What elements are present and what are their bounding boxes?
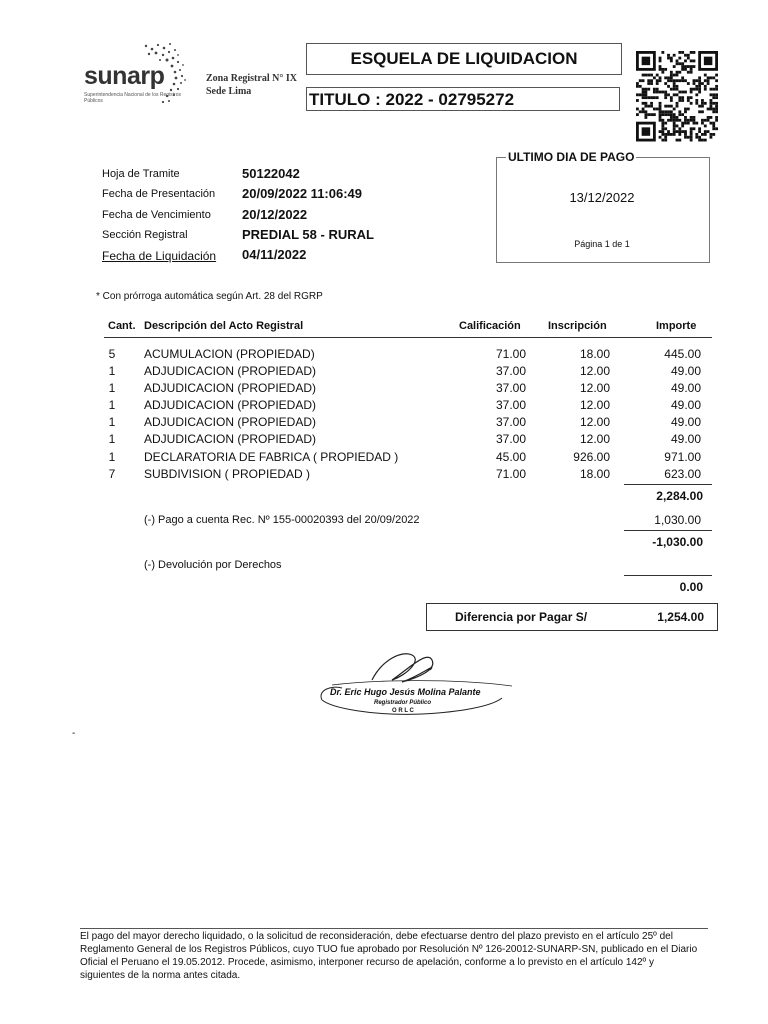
row-cant: 1 [108, 398, 116, 412]
devolucion-divider [624, 575, 712, 576]
logo-subtitle: Superintendencia Nacional de los Registros Públicos [84, 92, 182, 104]
row-calificacion: 37.00 [495, 364, 526, 378]
row-calificacion: 37.00 [495, 381, 526, 395]
pago-cuenta-value: 1,030.00 [654, 513, 701, 527]
pago-cuenta-label: (-) Pago a cuenta Rec. Nº 155-00020393 del 20/09/2022 [144, 514, 420, 526]
row-importe: 49.00 [670, 398, 701, 412]
info-label-vencimiento: Fecha de Vencimiento [102, 209, 211, 221]
devolucion-label: (-) Devolución por Derechos [144, 559, 282, 571]
row-inscripcion: 18.00 [579, 347, 610, 361]
zona-line-1: Zona Registral N° IX [206, 73, 297, 84]
row-importe: 49.00 [670, 415, 701, 429]
subtotal-divider [624, 484, 712, 485]
row-inscripcion: 12.00 [579, 398, 610, 412]
col-header-descripcion: Descripción del Acto Registral [144, 320, 304, 332]
row-descripcion: ADJUDICACION (PROPIEDAD) [144, 364, 317, 378]
row-cant: 1 [108, 432, 116, 446]
row-inscripcion: 12.00 [579, 364, 610, 378]
stray-mark: - [72, 728, 76, 739]
payment-deadline-date: 13/12/2022 [569, 190, 635, 205]
info-label-presentacion: Fecha de Presentación [102, 188, 216, 200]
row-inscripcion: 12.00 [579, 432, 610, 446]
zona-registral [206, 72, 297, 98]
row-calificacion: 37.00 [495, 398, 526, 412]
row-importe: 971.00 [664, 450, 701, 464]
col-header-cant: Cant. [108, 320, 136, 332]
row-cant: 1 [108, 415, 116, 429]
signature-name: Dr. Eric Hugo Jesús Molina Palante [330, 687, 481, 697]
col-header-importe: Importe [656, 320, 697, 332]
subtotal-value: 2,284.00 [656, 489, 703, 503]
row-calificacion: 37.00 [495, 432, 526, 446]
footer-divider [80, 928, 708, 929]
row-calificacion: 71.00 [495, 467, 526, 481]
col-header-calificacion: Calificación [459, 320, 521, 332]
row-cant: 1 [108, 381, 116, 395]
row-inscripcion: 12.00 [579, 415, 610, 429]
qr-code-icon [636, 51, 718, 143]
info-label-liquidacion: Fecha de Liquidación [102, 249, 217, 263]
row-importe: 623.00 [664, 467, 701, 481]
row-inscripcion: 18.00 [579, 467, 610, 481]
diferencia-label: Diferencia por Pagar S/ [455, 610, 588, 624]
info-value-vencimiento: 20/12/2022 [242, 207, 308, 222]
row-calificacion: 37.00 [495, 415, 526, 429]
row-descripcion: ADJUDICACION (PROPIEDAD) [144, 432, 317, 446]
diferencia-box [426, 603, 718, 631]
pago-divider [624, 530, 712, 531]
info-value-presentacion: 20/09/2022 11:06:49 [242, 186, 362, 201]
logo-wordmark: sunarp [84, 62, 165, 90]
zona-line-2: Sede Lima [206, 86, 252, 97]
info-value-seccion: PREDIAL 58 - RURAL [242, 227, 374, 242]
prorroga-note: * Con prórroga automática según Art. 28 del RGRP [96, 291, 323, 302]
row-importe: 49.00 [670, 381, 701, 395]
info-value-hoja: 50122042 [242, 166, 300, 181]
info-label-hoja: Hoja de Tramite [102, 168, 180, 180]
row-calificacion: 71.00 [495, 347, 526, 361]
info-label-seccion: Sección Registral [102, 229, 188, 241]
document-title: ESQUELA DE LIQUIDACION [306, 43, 622, 75]
signature-unit: O R L C [392, 708, 414, 714]
page-indicator: Página 1 de 1 [574, 239, 630, 249]
row-cant: 5 [108, 347, 116, 361]
row-cant: 7 [108, 467, 116, 481]
row-descripcion: ADJUDICACION (PROPIEDAD) [144, 381, 317, 395]
footer-legal-text: El pago del mayor derecho liquidado, o la solicitud de reconsideración, debe efectuarse dentro del plazo previsto en el artículo 25º del Reglamento General de los Registros Públicos, cuyo TUO fue aprobado por Resolución Nº 126-20012-SUNARP-SN, publicado en el Diario Oficial el Peruano el 19.05.2012. Procede, asimismo, interponer recurso de apelación, conforme a lo previsto en el artículo 142º y siguientes de la norma antes citada. [80, 931, 698, 981]
row-descripcion: ADJUDICACION (PROPIEDAD) [144, 398, 317, 412]
row-cant: 1 [108, 450, 116, 464]
info-value-liquidacion: 04/11/2022 [242, 247, 307, 262]
row-descripcion: ACUMULACION (PROPIEDAD) [144, 347, 315, 361]
row-importe: 49.00 [670, 364, 701, 378]
titulo-number: TITULO : 2022 - 02795272 [306, 87, 620, 111]
row-calificacion: 45.00 [495, 450, 526, 464]
row-inscripcion: 926.00 [573, 450, 610, 464]
signature-role: Registrador Público [374, 700, 432, 706]
row-inscripcion: 12.00 [579, 381, 610, 395]
row-importe: 445.00 [664, 347, 701, 361]
row-descripcion: ADJUDICACION (PROPIEDAD) [144, 415, 317, 429]
col-header-inscripcion: Inscripción [548, 320, 607, 332]
diferencia-value: 1,254.00 [657, 610, 704, 624]
row-importe: 49.00 [670, 432, 701, 446]
row-cant: 1 [108, 364, 116, 378]
devolucion-total-value: 0.00 [679, 580, 703, 594]
payment-deadline-label: ULTIMO DIA DE PAGO [508, 150, 635, 164]
signature-image [312, 640, 522, 720]
pago-total-value: -1,030.00 [652, 535, 703, 549]
row-descripcion: SUBDIVISION ( PROPIEDAD ) [144, 467, 311, 481]
row-descripcion: DECLARATORIA DE FABRICA ( PROPIEDAD ) [144, 450, 399, 464]
header-divider [104, 337, 712, 338]
